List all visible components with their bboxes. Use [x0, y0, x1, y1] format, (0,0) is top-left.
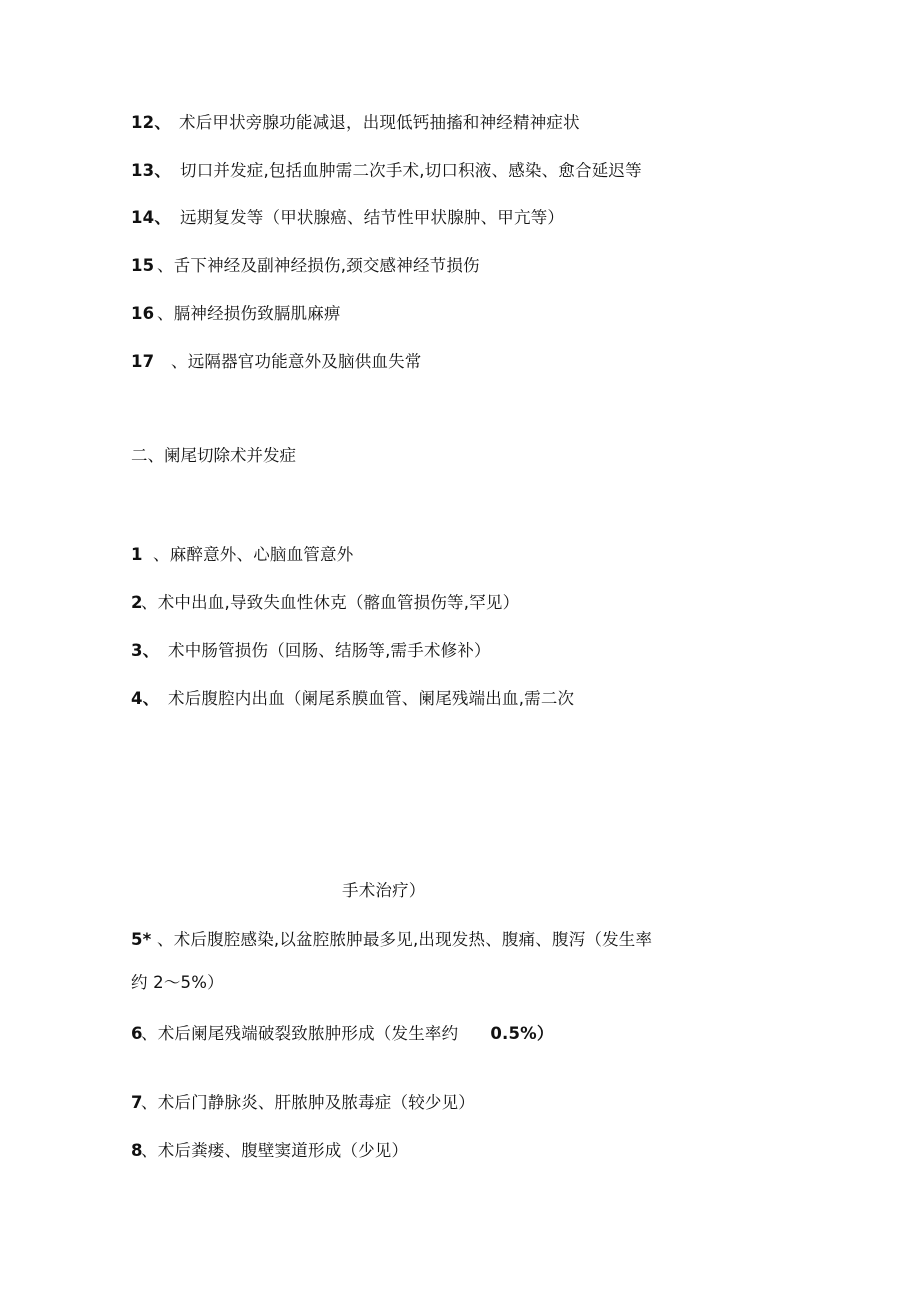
- item-text: 切口并发症,包括血肿需二次手术,切口积液、感染、愈合延迟等: [180, 161, 642, 180]
- item-number: 17: [131, 352, 155, 371]
- rate-value: 0.5%）: [490, 1024, 554, 1043]
- list-item-1: [131, 544, 353, 566]
- list-item-2: [131, 592, 519, 614]
- item-text: 、膈神经损伤致膈肌麻痹: [157, 304, 341, 323]
- item-text: 术后甲状旁腺功能减退，出现低钙抽搐和神经精神症状: [179, 113, 580, 132]
- list-item-14: [131, 207, 564, 229]
- item-number: 8: [131, 1141, 143, 1160]
- item-text: 、麻醉意外、心脑血管意外: [153, 545, 354, 564]
- item-text: 、术后粪瘘、腹壁窦道形成（少见）: [141, 1141, 409, 1160]
- item-text: 、术后阑尾残端破裂致脓肿形成（发生率约: [141, 1024, 459, 1043]
- item-number: 4、: [131, 689, 160, 708]
- item-number: 5*: [131, 930, 152, 949]
- list-item-5: [131, 929, 652, 951]
- item-number: 2: [131, 593, 143, 612]
- item-text: 、术中出血,导致失血性休克（髂血管损伤等,罕见）: [141, 593, 520, 612]
- continuation-text: 手术治疗）: [342, 881, 426, 900]
- item-number: 12、: [131, 113, 172, 132]
- item-number: 7: [131, 1093, 143, 1112]
- item-text: 术后腹腔内出血（阑尾系膜血管、阑尾残端出血,需二次: [168, 689, 575, 708]
- item-number: 1: [131, 545, 143, 564]
- item-text: 、术后腹腔感染,以盆腔脓肿最多见,出现发热、腹痛、腹泻（发生率: [157, 930, 653, 949]
- item-number: 13、: [131, 161, 172, 180]
- list-item-3: [131, 640, 491, 662]
- list-item-16: [131, 303, 341, 325]
- item-text: 、术后门静脉炎、肝脓肿及脓毒症（较少见）: [141, 1093, 475, 1112]
- list-item-12: [131, 112, 580, 134]
- list-item-4: [131, 688, 574, 710]
- list-item-13: [131, 160, 642, 182]
- item-number: 6: [131, 1024, 143, 1043]
- list-item-17: [131, 351, 422, 373]
- list-item-8: [131, 1140, 408, 1162]
- item-number: 14、: [131, 208, 172, 227]
- list-item-15: [131, 255, 480, 277]
- list-item-6: [131, 1023, 554, 1045]
- list-item-7: [131, 1092, 475, 1114]
- item-text: 、远隔器官功能意外及脑供血失常: [171, 352, 422, 371]
- item-text: 、舌下神经及副神经损伤,颈交感神经节损伤: [157, 256, 480, 275]
- section-heading: 二、阑尾切除术并发症: [131, 446, 296, 465]
- item-text: 远期复发等（甲状腺癌、结节性甲状腺肿、甲亢等）: [180, 208, 565, 227]
- item-number: 3、: [131, 641, 160, 660]
- item-number: 15: [131, 256, 155, 275]
- list-item-5-continued: 约 2～5%）: [131, 973, 224, 992]
- item-text: 术中肠管损伤（回肠、结肠等,需手术修补）: [168, 641, 491, 660]
- item-number: 16: [131, 304, 155, 323]
